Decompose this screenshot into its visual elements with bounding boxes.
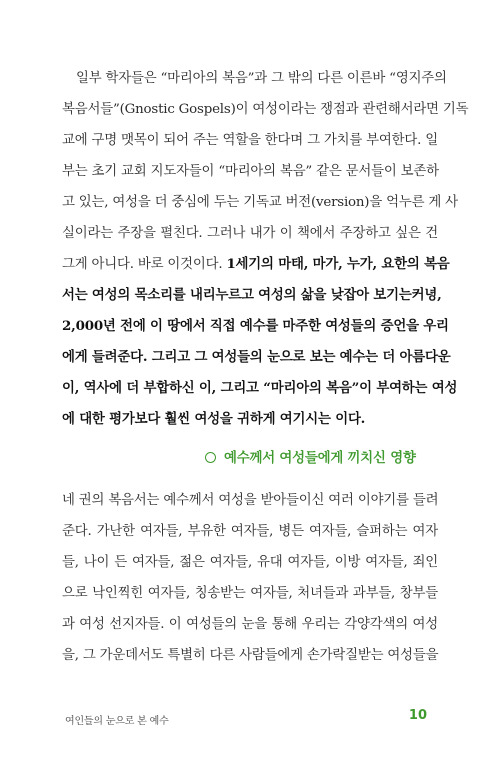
text-line-emphasis: 이, 역사에 더 부합하신 이, 그리고 “마리아의 복음”이 부여하는 여성	[62, 380, 458, 396]
page-number: 10	[408, 708, 427, 723]
text-line: 복음서들”(Gnostic Gospels)이 여성이라는 쟁점과 관련해서라면 기독	[62, 102, 469, 117]
text-line: 교에 구명 맷목이 되어 주는 역할을 한다며 그 가치를 부여한다. 일	[62, 133, 438, 148]
text-line-emphasis: 에 대한 평가보다 훨씬 여성을 귀하게 여기시는 이다.	[62, 411, 366, 427]
section-title: 예수께서 여성들에게 끼치신 영향	[224, 451, 416, 466]
text-line: 을, 그 가운데서도 특별히 다른 사람들에게 손가락질받는 여성들을	[62, 648, 439, 663]
text-line: 준다. 가난한 여자들, 부유한 여자들, 병든 여자들, 슬퍼하는 여자	[62, 524, 438, 539]
text-normal: 그게 아니다. 바로 이것이다.	[62, 257, 223, 272]
running-footer-title: 여인들의 눈으로 본 예수	[65, 716, 169, 727]
text-line	[62, 249, 450, 280]
text-line-emphasis: 에게 들려준다. 그리고 그 여성들의 눈으로 보는 예수는 더 아름다운	[62, 349, 451, 365]
text-line: 고 있는, 여성을 더 중심에 두는 기독교 버전(version)을 억누른 게 사	[62, 195, 458, 210]
text-line: 실이라는 주장을 펼친다. 그러나 내가 이 책에서 주장하고 싶은 건	[62, 226, 438, 241]
text-line: 들, 나이 든 여자들, 젊은 여자들, 유대 여자들, 이방 여자들, 죄인	[62, 555, 438, 570]
text-line: 일부 학자들은 “마리아의 복음”과 그 밖의 다른 이른바 “영지주의	[76, 71, 447, 86]
circle-bullet-icon	[205, 452, 216, 463]
body-paragraph-2	[62, 485, 438, 671]
text-line: 네 권의 복음서는 예수께서 여성을 받아들이신 여러 이야기를 들려	[62, 493, 439, 508]
text-line: 부는 초기 교회 지도자들이 “마리아의 복음” 같은 문서들이 보존하	[62, 164, 439, 179]
text-emphasis: 1세기의 마태, 마가, 누가, 요한의 복음	[226, 256, 450, 272]
body-paragraph-1	[62, 63, 469, 435]
text-line-emphasis: 2,000년 전에 이 땅에서 직접 예수를 마주한 여성들의 증언을 우리	[62, 318, 449, 334]
text-line: 으로 낙인찍힌 여자들, 칭송받는 여자들, 처녀들과 과부들, 창부들	[62, 586, 438, 601]
section-heading	[205, 447, 416, 471]
text-line: 과 여성 선지자들. 이 여성들의 눈을 통해 우리는 각양각색의 여성	[62, 617, 438, 632]
text-line-emphasis: 서는 여성의 목소리를 내리누르고 여성의 삶을 낮잡아 보기는커녕,	[62, 287, 442, 303]
